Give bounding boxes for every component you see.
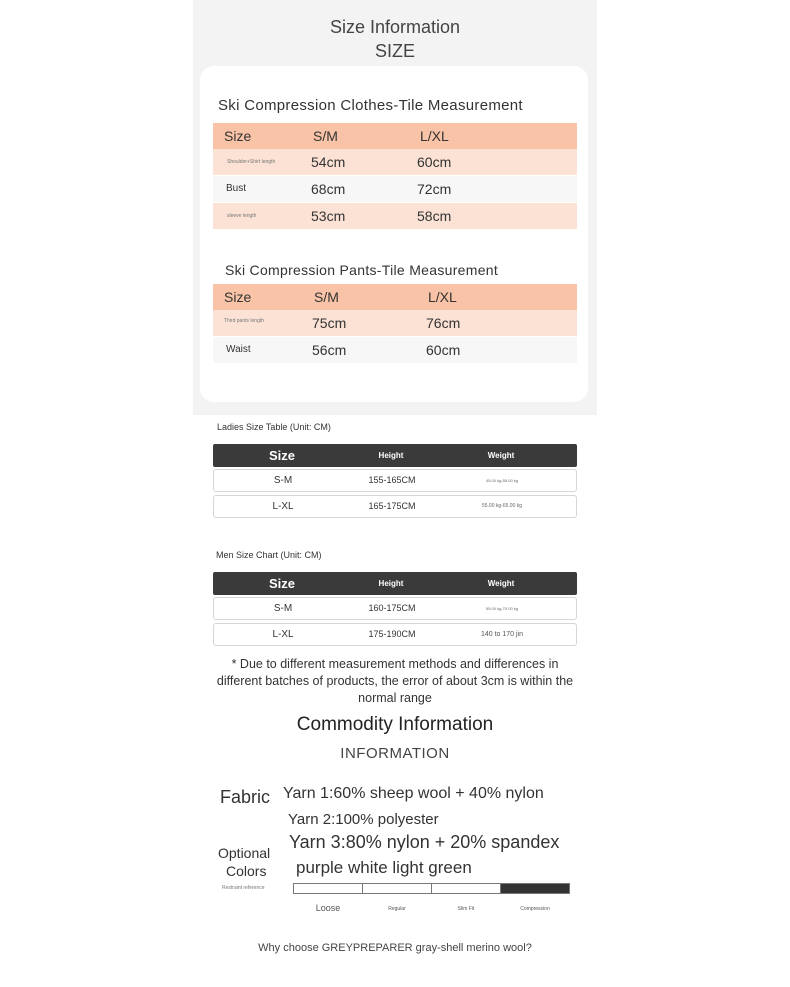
fit-label-regular: Regular: [388, 906, 406, 912]
yarn-3: Yarn 3:80% nylon + 20% spandex: [289, 832, 560, 852]
pants-row-lxl: 60cm: [426, 342, 461, 358]
clothes-row-label: Shoulder+Shirt length: [227, 159, 276, 165]
pants-row-length: [213, 310, 577, 336]
pants-header-row: [213, 284, 577, 310]
ladies-row-weight: 55.00 kg-65.00 kg: [481, 503, 523, 509]
men-row-size: S-M: [273, 603, 293, 614]
fit-label-loose: Loose: [315, 903, 341, 913]
clothes-row-sleeve: [213, 203, 577, 229]
clothes-row-sm: 68cm: [311, 181, 346, 197]
size-info-title: Size Information: [329, 17, 461, 37]
optional-colors-label-1: Optional: [218, 845, 271, 861]
optional-colors-label-2: Colors: [226, 863, 267, 879]
men-row-height: 160-175CM: [368, 603, 416, 613]
pants-table-title: Ski Compression Pants-Tile Measurement: [225, 262, 499, 278]
clothes-table-title: Ski Compression Clothes-Tile Measurement: [218, 97, 523, 114]
clothes-row-lxl: 60cm: [417, 154, 452, 170]
clothes-row-sm: 54cm: [311, 154, 346, 170]
men-header-weight: Weight: [487, 579, 515, 588]
ladies-header-row: [213, 444, 577, 467]
clothes-header-row: [213, 123, 577, 149]
pants-header-sm: S/M: [314, 289, 339, 305]
men-row-weight: 55.00 kg-70.00 kg: [485, 606, 519, 611]
fit-segment-compression: [501, 884, 569, 893]
ladies-header-size: Size: [268, 448, 295, 463]
ladies-row-size: S-M: [273, 475, 293, 486]
ladies-header-weight: Weight: [487, 451, 515, 460]
ladies-table-title: Ladies Size Table (Unit: CM): [217, 422, 331, 432]
ladies-row-weight: 45.00 kg-55.00 kg: [485, 478, 519, 483]
fit-segment-loose: [294, 884, 363, 893]
fit-reference-label: Restraint reference: [222, 885, 265, 891]
clothes-row-label: sleeve length: [227, 213, 257, 219]
ladies-row-sm: [213, 469, 577, 492]
fabric-label: Fabric: [220, 787, 271, 807]
clothes-header-lxl: L/XL: [420, 128, 449, 144]
size-info-subtitle: SIZE: [374, 41, 415, 61]
men-table-title: Men Size Chart (Unit: CM): [216, 550, 322, 560]
commodity-title: Commodity Information: [296, 714, 494, 735]
fit-scale-bar: [293, 883, 570, 894]
men-row-height: 175-190CM: [368, 629, 416, 639]
fit-segment-slim: [432, 884, 501, 893]
yarn-1: Yarn 1:60% sheep wool + 40% nylon: [283, 785, 544, 802]
men-row-weight: 140 to 170 jin: [480, 631, 524, 638]
footer-question: Why choose GREYPREPARER gray-shell merino wool?: [258, 942, 532, 954]
colors-value: purple white light green: [296, 858, 472, 877]
ladies-row-lxl: [213, 495, 577, 518]
men-row-sm: [213, 597, 577, 620]
ladies-header-height: Height: [378, 451, 404, 460]
ladies-row-height: 155-165CM: [368, 475, 416, 485]
pants-row-sm: 75cm: [312, 315, 347, 331]
pants-header-size: Size: [224, 289, 252, 305]
clothes-header-size: Size: [224, 128, 252, 144]
clothes-row-sm: 53cm: [311, 208, 346, 224]
men-header-row: [213, 572, 577, 595]
ladies-row-size: L-XL: [272, 501, 294, 512]
fit-segment-regular: [363, 884, 432, 893]
clothes-header-sm: S/M: [313, 128, 338, 144]
ladies-row-height: 165-175CM: [368, 501, 416, 511]
measurement-note: * Due to different measurement methods and differences in different batches of products, the error of about 3cm is within the normal range: [216, 657, 574, 705]
pants-row-label: Third pants length: [224, 318, 265, 324]
clothes-row-shoulder: [213, 149, 577, 175]
yarn-2: Yarn 2:100% polyester: [288, 811, 439, 828]
men-header-height: Height: [378, 579, 404, 588]
commodity-subtitle: INFORMATION: [340, 745, 450, 762]
fit-label-compression: Compression: [520, 906, 550, 912]
clothes-row-bust: [213, 176, 577, 202]
clothes-row-lxl: 72cm: [417, 181, 452, 197]
clothes-row-label: Bust: [226, 183, 247, 194]
pants-row-label: Waist: [226, 344, 251, 355]
pants-row-lxl: 76cm: [426, 315, 461, 331]
pants-row-waist: [213, 337, 577, 363]
men-row-lxl: [213, 623, 577, 646]
pants-row-sm: 56cm: [312, 342, 347, 358]
men-header-size: Size: [268, 576, 295, 591]
fit-label-slim: Slim Fit: [457, 906, 475, 912]
pants-header-lxl: L/XL: [428, 289, 457, 305]
men-row-size: L-XL: [272, 629, 294, 640]
clothes-row-lxl: 58cm: [417, 208, 452, 224]
